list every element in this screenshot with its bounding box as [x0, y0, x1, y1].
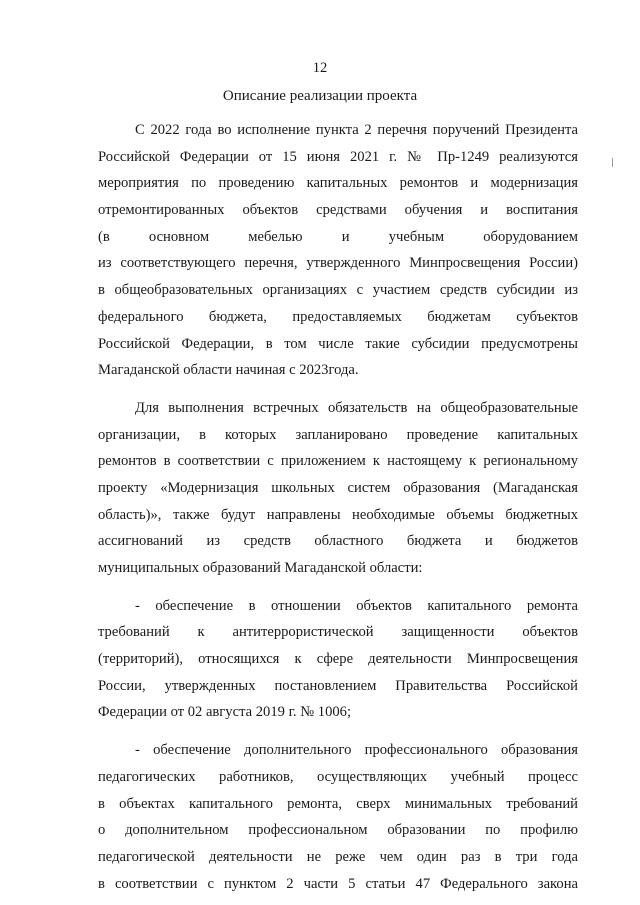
text-line: - обеспечение дополнительного профессионального образования — [135, 742, 578, 759]
text-line: в соответствии с пунктом 2 части 5 статьи 47 Федерального закона — [98, 875, 578, 892]
text-line: федерального бюджета, предоставляемых бюджетам субъектов — [98, 308, 578, 325]
margin-mark — [612, 158, 613, 167]
text-line: Российской Федерации, в том числе такие субсидии предусмотрены — [98, 335, 578, 352]
paragraph-3 — [98, 593, 578, 726]
text-line: С 2022 года во исполнение пункта 2 перечня поручений Президента — [135, 122, 578, 138]
text-line: о дополнительном профессиональном образовании по профилю — [98, 822, 578, 839]
text-line: требований к антитеррористической защищенности объектов — [98, 624, 578, 641]
paragraph-4 — [98, 737, 578, 897]
text-line: из соответствующего перечня, утвержденного Минпросвещения России) — [98, 255, 578, 272]
document-body — [98, 117, 578, 897]
paragraph-1 — [98, 117, 578, 384]
text-line: ассигнований из средств областного бюджета и бюджетов — [98, 533, 578, 550]
section-title: Описание реализации проекта — [222, 88, 418, 104]
text-line: - обеспечение в отношении объектов капитального ремонта — [135, 597, 578, 614]
text-line: России, утвержденных постановлением Правительства Российской — [98, 677, 578, 694]
text-line: муниципальных образований Магаданской области: — [98, 560, 423, 576]
text-line: Магаданской области начиная с 2023года. — [98, 362, 359, 379]
paragraph-2 — [98, 395, 578, 582]
text-line: ремонтов в соответствии с приложением к настоящему к региональному — [98, 453, 578, 470]
text-line: (территорий), относящихся к сфере деятельности Минпросвещения — [98, 651, 578, 668]
text-line: проекту «Модернизация школьных систем образования (Магаданская — [98, 479, 578, 496]
text-line: Федерации от 02 августа 2019 г. № 1006; — [98, 704, 352, 721]
text-line: организации, в которых запланировано проведение капитальных — [98, 426, 578, 443]
text-line: мероприятия по проведению капитальных ремонтов и модернизация — [98, 175, 578, 192]
text-line: (в основном мебелью и учебным оборудованием — [98, 228, 578, 245]
text-line: в объектах капитального ремонта, сверх минимальных требований — [98, 795, 578, 812]
text-line: Для выполнения встречных обязательств на общеобразовательные — [135, 399, 578, 416]
text-line: область)», также будут направлены необходимые объемы бюджетных — [98, 506, 578, 523]
text-line: педагогических работников, осуществляющих учебный процесс — [98, 768, 578, 785]
text-line: Российской Федерации от 15 июня 2021 г. № Пр-1249 реализуются — [98, 148, 578, 165]
text-line: в общеобразовательных организациях с участием средств субсидии из — [98, 282, 578, 299]
text-line: отремонтированных объектов средствами обучения и воспитания — [98, 202, 578, 219]
page-number: 12 — [312, 60, 328, 76]
text-line: педагогической деятельности не реже чем один раз в три года — [98, 848, 578, 865]
